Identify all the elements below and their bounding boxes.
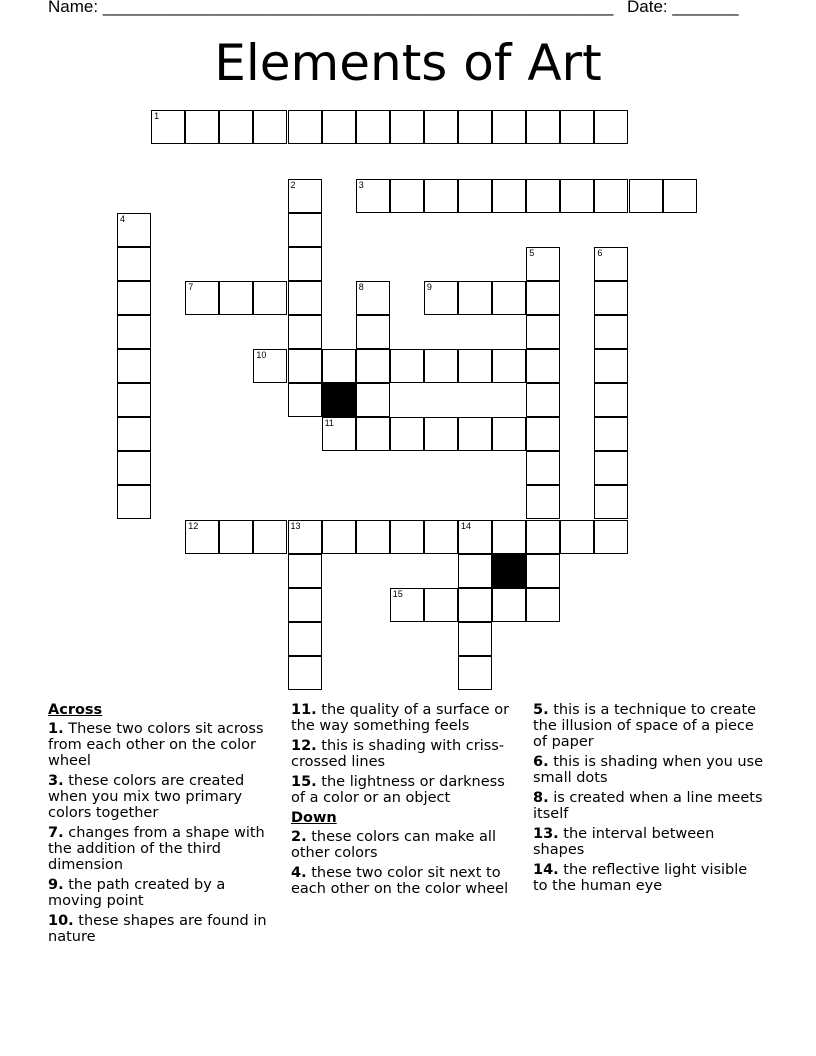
grid-cell[interactable]: [492, 179, 526, 213]
grid-cell[interactable]: [492, 349, 526, 383]
clue-number: 10: [256, 350, 267, 360]
grid-cell[interactable]: [492, 110, 526, 144]
clue-number: 4.: [291, 865, 307, 881]
black-cell: [492, 554, 526, 588]
grid-cell[interactable]: [253, 281, 287, 315]
grid-cell[interactable]: [356, 179, 390, 213]
clue-number: 9: [426, 281, 432, 292]
grid-cell[interactable]: [594, 520, 628, 554]
name-line: ______________________________________________________: [102, 0, 614, 16]
clue: [533, 754, 765, 786]
grid-cell[interactable]: [492, 417, 526, 451]
clue-text: this is shading with criss-crossed lines: [291, 738, 505, 770]
clue-text: this is a technique to create the illusion of space of a piece of paper: [533, 702, 757, 750]
clue-number: 13.: [533, 826, 559, 842]
grid-cell[interactable]: [492, 588, 526, 622]
grid-cell[interactable]: [288, 622, 322, 656]
grid-cell[interactable]: [594, 485, 628, 519]
grid-cell[interactable]: [594, 417, 628, 451]
grid-cell[interactable]: [219, 520, 253, 554]
grid-cell[interactable]: [526, 451, 560, 485]
grid-cell[interactable]: [117, 417, 151, 451]
grid-cell[interactable]: [526, 247, 560, 281]
grid-cell[interactable]: [390, 179, 424, 213]
grid-cell[interactable]: [356, 349, 390, 383]
clue: [48, 721, 280, 769]
grid-cell[interactable]: [526, 281, 560, 315]
clue: [533, 702, 765, 750]
clue-number: 6.: [533, 754, 549, 770]
grid-cell[interactable]: [594, 451, 628, 485]
grid-cell[interactable]: [253, 520, 287, 554]
grid-cell[interactable]: [356, 520, 390, 554]
grid-cell[interactable]: [322, 520, 356, 554]
date-line: _______: [672, 0, 739, 16]
grid-cell[interactable]: [322, 417, 356, 451]
grid-cell[interactable]: [560, 520, 594, 554]
grid-cell[interactable]: [424, 110, 458, 144]
clue-number: 11.: [291, 702, 317, 718]
grid-cell[interactable]: [492, 281, 526, 315]
clue-number: 5.: [533, 702, 549, 718]
grid-cell[interactable]: [356, 281, 390, 315]
grid-cell[interactable]: [594, 281, 628, 315]
clue-number: 1.: [48, 721, 64, 737]
grid-cell[interactable]: [288, 383, 322, 417]
grid-cell[interactable]: [594, 349, 628, 383]
grid-cell[interactable]: [560, 110, 594, 144]
clue-number: 8: [358, 281, 364, 292]
clue-number: 15: [392, 588, 403, 599]
grid-cell[interactable]: [288, 315, 322, 349]
grid-cell[interactable]: [458, 656, 492, 690]
grid-cell[interactable]: [458, 281, 492, 315]
grid-cell[interactable]: [424, 417, 458, 451]
clue-text: these shapes are found in nature: [48, 913, 267, 945]
clue-number: 14: [461, 520, 472, 531]
grid-cell[interactable]: [526, 588, 560, 622]
grid-cell[interactable]: [526, 520, 560, 554]
grid-cell[interactable]: [253, 110, 287, 144]
grid-cell[interactable]: [594, 179, 628, 213]
grid-cell[interactable]: [288, 281, 322, 315]
black-cell: [322, 383, 356, 417]
clue-number: 1: [154, 111, 160, 122]
clue-text: these colors are created when you mix two primary colors together: [48, 773, 245, 821]
clue-number: 2.: [291, 829, 307, 845]
clue-number: 2: [290, 179, 296, 190]
grid-cell[interactable]: [424, 349, 458, 383]
grid-cell[interactable]: [288, 213, 322, 247]
grid-cell[interactable]: [117, 485, 151, 519]
clue-number: 12.: [291, 738, 317, 754]
grid-cell[interactable]: [594, 315, 628, 349]
grid-cell[interactable]: [526, 315, 560, 349]
clue-number: 5: [529, 247, 535, 258]
grid-cell[interactable]: [322, 110, 356, 144]
clue-number: 4: [120, 213, 126, 224]
grid-cell[interactable]: [253, 349, 287, 383]
page-title: Elements of Art: [214, 34, 602, 92]
grid-cell[interactable]: [219, 110, 253, 144]
grid-cell[interactable]: [288, 656, 322, 690]
clue: [291, 829, 523, 861]
clue-number: 15.: [291, 774, 317, 790]
grid-cell[interactable]: [322, 349, 356, 383]
clues-column-2: [291, 702, 523, 901]
grid-cell[interactable]: [594, 110, 628, 144]
clue-text: changes from a shape with the addition of the third dimension: [48, 825, 265, 873]
down-heading: Down: [291, 810, 337, 826]
date-label: Date:: [627, 0, 668, 16]
clue: [291, 774, 523, 806]
clue: [533, 826, 765, 858]
clue: [533, 862, 765, 894]
grid-cell[interactable]: [288, 520, 322, 554]
grid-cell[interactable]: [594, 383, 628, 417]
clue-number: 9.: [48, 877, 64, 893]
grid-cell[interactable]: [458, 417, 492, 451]
grid-cell[interactable]: [526, 554, 560, 588]
grid-cell[interactable]: [390, 588, 424, 622]
grid-cell[interactable]: [185, 520, 219, 554]
clue-number: 8.: [533, 790, 549, 806]
clue-number: 3.: [48, 773, 64, 789]
grid-cell[interactable]: [390, 417, 424, 451]
grid-cell[interactable]: [390, 349, 424, 383]
clue-number: 6: [597, 247, 603, 258]
grid-cell[interactable]: [458, 179, 492, 213]
clue-text: the reflective light visible to the human eye: [533, 862, 748, 894]
grid-cell[interactable]: [288, 349, 322, 383]
clue: [291, 702, 523, 734]
grid-cell[interactable]: [424, 179, 458, 213]
grid-cell[interactable]: [219, 281, 253, 315]
grid-cell[interactable]: [663, 179, 697, 213]
grid-cell[interactable]: [185, 281, 219, 315]
clue-text: is created when a line meets itself: [533, 790, 763, 822]
clue-text: the lightness or darkness of a color or an object: [291, 774, 505, 806]
grid-cell[interactable]: [526, 383, 560, 417]
grid-cell[interactable]: [390, 110, 424, 144]
grid-cell[interactable]: [424, 281, 458, 315]
grid-cell[interactable]: [629, 179, 663, 213]
grid-cell[interactable]: [356, 417, 390, 451]
grid-cell[interactable]: [356, 383, 390, 417]
clue-number: 7: [188, 281, 194, 292]
grid-cell[interactable]: [117, 213, 151, 247]
clue-text: these two color sit next to each other on the color wheel: [291, 865, 509, 897]
grid-cell[interactable]: [526, 179, 560, 213]
grid-cell[interactable]: [458, 588, 492, 622]
clue: [48, 913, 280, 945]
grid-cell[interactable]: [492, 520, 526, 554]
grid-cell[interactable]: [560, 179, 594, 213]
grid-cell[interactable]: [117, 281, 151, 315]
grid-cell[interactable]: [117, 315, 151, 349]
across-heading: Across: [48, 702, 103, 718]
grid-cell[interactable]: [117, 349, 151, 383]
grid-cell[interactable]: [424, 588, 458, 622]
clue: [291, 738, 523, 770]
grid-cell[interactable]: [117, 247, 151, 281]
grid-cell[interactable]: [458, 554, 492, 588]
grid-cell[interactable]: [356, 110, 390, 144]
clue-number: 14.: [533, 862, 559, 878]
clue-text: these colors can make all other colors: [291, 829, 496, 861]
clue-text: the quality of a surface or the way something feels: [291, 702, 510, 734]
clue-number: 3: [358, 179, 364, 190]
clue: [48, 877, 280, 909]
clue-number: 7.: [48, 825, 64, 841]
clue-number: 10.: [48, 913, 74, 929]
clue-number: 12: [188, 520, 199, 531]
name-label: Name:: [48, 0, 99, 16]
clue-text: the interval between shapes: [533, 826, 715, 858]
grid-cell[interactable]: [288, 588, 322, 622]
clues-column-3: [533, 702, 765, 898]
clues-column-1: [48, 702, 280, 949]
grid-cell[interactable]: [151, 110, 185, 144]
grid-cell[interactable]: [288, 247, 322, 281]
grid-cell[interactable]: [390, 520, 424, 554]
clue-number: 11: [324, 418, 334, 429]
grid-cell[interactable]: [458, 520, 492, 554]
grid-cell[interactable]: [117, 383, 151, 417]
grid-cell[interactable]: [458, 110, 492, 144]
clue: [48, 825, 280, 873]
grid-cell[interactable]: [356, 315, 390, 349]
grid-cell[interactable]: [526, 349, 560, 383]
grid-cell[interactable]: [526, 485, 560, 519]
grid-cell[interactable]: [288, 179, 322, 213]
grid-cell[interactable]: [458, 622, 492, 656]
grid-cell[interactable]: [288, 110, 322, 144]
grid-cell[interactable]: [526, 417, 560, 451]
grid-cell[interactable]: [458, 349, 492, 383]
grid-cell[interactable]: [117, 451, 151, 485]
grid-cell[interactable]: [526, 110, 560, 144]
clue-text: this is shading when you use small dots: [533, 754, 764, 786]
grid-cell[interactable]: [185, 110, 219, 144]
clue: [291, 865, 523, 897]
clue: [48, 773, 280, 821]
clue-text: the path created by a moving point: [48, 877, 226, 909]
clue-number: 13: [290, 520, 301, 531]
grid-cell[interactable]: [594, 247, 628, 281]
clue: [533, 790, 765, 822]
grid-cell[interactable]: [288, 554, 322, 588]
clue-text: These two colors sit across from each other on the color wheel: [48, 721, 264, 769]
grid-cell[interactable]: [424, 520, 458, 554]
